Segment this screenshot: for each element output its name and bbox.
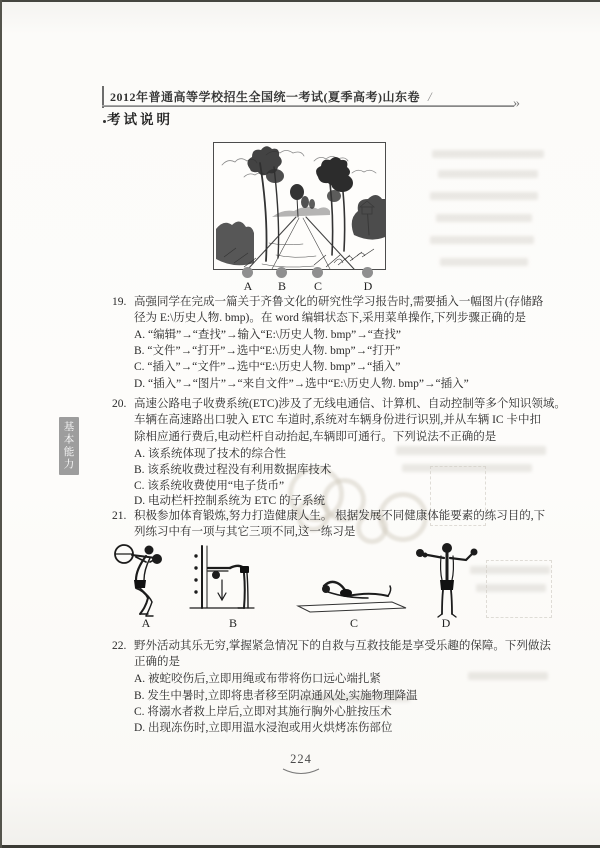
section-bullet bbox=[103, 120, 106, 123]
question-19-stem-line-2: 径为 E:\历史人物. bmp)。在 word 编辑状态下,采用菜单操作,下列步骤正确的是 bbox=[134, 312, 526, 324]
exercise-label-a: A bbox=[141, 616, 151, 630]
bleedthrough-artifact bbox=[430, 192, 538, 200]
question-22-option-b: B. 发生中暑时,立即将患者移至阴凉通风处,实施物理降温 bbox=[134, 690, 418, 702]
question-20-number: 20. bbox=[112, 398, 127, 410]
marker-dot-a bbox=[242, 267, 253, 278]
question-21-number: 21. bbox=[112, 510, 127, 522]
question-19-option-d: D. “插入”→“图片”→“来自文件”→选中“E:\历史人物. bmp”→“插入” bbox=[134, 378, 469, 390]
question-20-option-d: D. 电动栏杆控制系统为 ETC 的子系统 bbox=[134, 495, 326, 507]
scan-edge-left bbox=[0, 0, 2, 848]
question-22-option-c: C. 将溺水者救上岸后,立即对其施行胸外心脏按压术 bbox=[134, 706, 392, 718]
question-20-stem-line-2: 车辆在高速路出口驶入 ETC 车道时,系统对车辆身份进行识别,并从车辆 IC 卡中扣 bbox=[134, 414, 541, 426]
exam-title: 2012年普通高等学校招生全国统一考试(夏季高考)山东卷 bbox=[102, 86, 426, 108]
question-19-option-b: B. “文件”→“打开”→选中“E:\历史人物. bmp”→“打开” bbox=[134, 345, 401, 357]
question-19-option-c: C. “插入”→“文件”→选中“E:\历史人物. bmp”→“插入” bbox=[134, 361, 401, 373]
question-22-number: 22. bbox=[112, 640, 127, 652]
question-20-stem-line-3: 除相应通行费后,电动栏杆自动抬起,车辆即可通行。下列说法不正确的是 bbox=[134, 431, 497, 443]
exercise-label-b: B bbox=[228, 616, 237, 630]
marker-dot-c bbox=[312, 267, 323, 278]
exercise-figure-squat bbox=[112, 542, 168, 618]
bleedthrough-artifact bbox=[440, 258, 528, 266]
exercise-label-d: D bbox=[441, 616, 451, 630]
bleedthrough-box bbox=[486, 560, 552, 618]
question-22-option-a: A. 被蛇咬伤后,立即用绳或布带将伤口远心端扎紧 bbox=[134, 673, 381, 685]
side-tab-basic-ability bbox=[59, 417, 79, 475]
exercise-figure-wall-bend bbox=[186, 542, 258, 616]
marker-dot-b bbox=[276, 267, 287, 278]
section-title: 考试说明 bbox=[107, 112, 173, 127]
bleedthrough-artifact bbox=[430, 236, 534, 244]
question-22-option-d: D. 出现冻伤时,立即用温水浸泡或用火烘烤冻伤部位 bbox=[134, 722, 393, 734]
marker-dot-d bbox=[362, 267, 373, 278]
scan-edge-top bbox=[0, 0, 600, 2]
question-20-option-c: C. 该系统收费使用“电子货币” bbox=[134, 480, 285, 492]
page-number: 224 bbox=[290, 752, 312, 766]
marker-label-a: A bbox=[243, 279, 253, 293]
question-19-number: 19. bbox=[112, 296, 127, 308]
page-number-arc bbox=[281, 768, 321, 777]
exercise-figure-forward-fold bbox=[296, 562, 408, 614]
question-21-stem-line-1: 积极参加体育锻炼,努力打造健康人生。 根据发展不同健康体能要素的练习目的,下 bbox=[134, 510, 546, 522]
marker-label-c: C bbox=[313, 279, 322, 293]
question-22-stem-line-2: 正确的是 bbox=[134, 656, 180, 668]
exercise-figure-lateral-raise bbox=[414, 540, 480, 620]
question-22-stem-line-1: 野外活动其乐无穷,掌握紧急情况下的自救与互救技能是享受乐趣的保障。下列做法 bbox=[134, 640, 551, 652]
bleedthrough-artifact bbox=[432, 150, 544, 158]
header-rule bbox=[102, 105, 514, 107]
bleedthrough-artifact bbox=[396, 446, 546, 455]
question-20-stem-line-1: 高速公路电子收费系统(ETC)涉及了无线电通信、计算机、自动控制等多个知识领域。 bbox=[134, 398, 566, 410]
question-21-stem-line-2: 列练习中有一项与其它三项不同,这一练习是 bbox=[134, 526, 356, 538]
header-arrow-icon: » bbox=[513, 96, 520, 111]
question-20-option-b: B. 该系统收费过程没有利用数据库技术 bbox=[134, 464, 332, 476]
marker-label-d: D bbox=[363, 279, 373, 293]
exercise-label-c: C bbox=[349, 616, 358, 630]
bleedthrough-artifact bbox=[436, 214, 532, 222]
marker-label-b: B bbox=[277, 279, 286, 293]
bleedthrough-artifact bbox=[438, 170, 538, 178]
landscape-sketch-figure bbox=[213, 142, 386, 270]
bleedthrough-artifact bbox=[468, 672, 548, 680]
question-19-option-a: A. “编辑”→“查找”→输入“E:\历史人物. bmp”→“查找” bbox=[134, 329, 401, 341]
landscape-sketch-drawing bbox=[214, 143, 385, 269]
question-20-option-a: A. 该系统体现了技术的综合性 bbox=[134, 448, 287, 460]
title-slash-mark: / bbox=[428, 89, 432, 104]
question-19-stem-line-1: 高强同学在完成一篇关于齐鲁文化的研究性学习报告时,需要插入一幅图片(存储路 bbox=[134, 296, 544, 308]
side-tab-label: 基本能力 bbox=[62, 421, 75, 471]
